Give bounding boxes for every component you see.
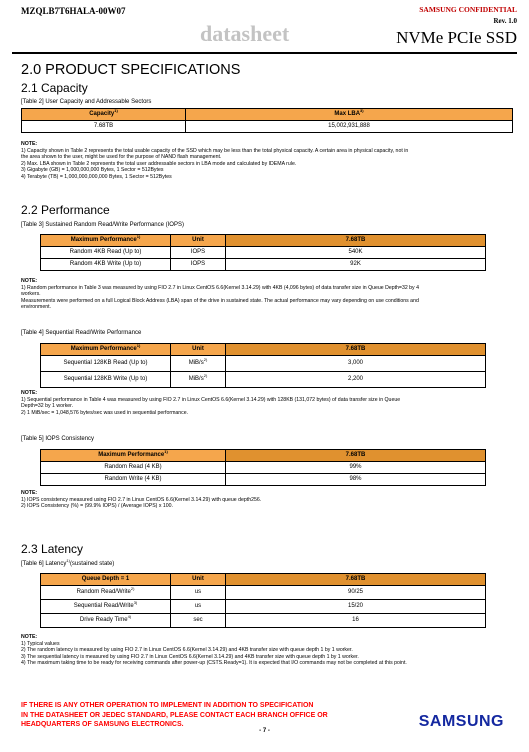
table-row [41,372,486,388]
latency-heading: 2.3 Latency [21,542,84,556]
capacity-heading: 2.1 Capacity [21,81,88,95]
table2-caption: [Table 2] User Capacity and Addressable Sectors [21,99,152,105]
column-header: 7.68TB [226,450,486,462]
table-row [41,356,486,372]
column-header: Unit [171,235,226,247]
consistency-notes [21,490,511,510]
table-header-row [22,109,513,121]
table-cell: 99% [226,462,486,474]
warning-line: IF THERE IS ANY OTHER OPERATION TO IMPLEMENT IN ADDITION TO SPECIFICATION [21,702,314,709]
table6-caption: [Table 6] Latency$^{1)}$(sustained state) [21,558,115,567]
part-number: MZQLB7T6HALA-00W07 [21,6,126,16]
column-header: Maximum Performance$^{1)}$ [41,450,226,462]
performance-heading: 2.2 Performance [21,203,110,217]
table-cell: 15,002,931,888 [186,121,513,133]
table4-caption: [Table 4] Sequential Read/Write Performance [21,330,142,336]
table-cell: Random Read (4 KB) [41,462,226,474]
notes-title: NOTE: [21,490,38,496]
note-line: 1) Capacity shown in Table 2 represents the total usable capacity of the SSD which may be less than the total physical capacity. A certain area in physical capacity, not in [21,147,409,154]
consistency-table [40,449,486,486]
note-line: 2) 1 MiB/sec = 1,048,576 bytes/sec was used in sequential performance. [21,409,189,416]
latency-notes [21,634,511,667]
revision-label: Rev. 1.0 [493,17,517,25]
note-line: 3) Gigabyte (GB) = 1,000,000,000 Bytes, 1 Sector = 512Bytes [21,167,164,173]
product-title: NVMe PCIe SSD [396,28,517,47]
column-header: 7.68TB [226,574,486,586]
column-header: 7.68TB [226,344,486,356]
notes-title: NOTE: [21,634,38,640]
table-cell: Sequential 128KB Read (Up to) [41,356,171,372]
latency-table [40,573,486,628]
column-header: Maximum Performance$^{1)}$ [41,235,171,247]
table-cell: 92K [226,259,486,271]
watermark: datasheet [200,21,290,46]
warning-line: IN THE DATASHEET OR JEDEC STANDARD, PLEASE CONTACT EACH BRANCH OFFICE OR [21,711,328,719]
table-cell: 16 [226,614,486,628]
confidential-label: SAMSUNG CONFIDENTIAL [419,5,517,14]
table-cell: Random Read/Write$^{2)}$ [41,586,171,600]
table3-caption: [Table 3] Sustained Random Read/Write Performance (IOPS) [21,222,184,228]
note-line: 4) The maximum taking time to be ready for receiving commands after power-up (CSTS.Ready=1). It is expected that I/O commands may not be completed at this point. [21,660,407,666]
samsung-logo: SAMSUNG [418,713,504,730]
column-header: Unit [171,344,226,356]
note-line: 3) The sequential latency is measured by using FIO 2.7 in Linux CentOS 6.6(Kernel 3.14.29) and 4KB transfer size with queue depth 1 by 1 worker. [21,653,359,660]
capacity-notes [21,141,511,180]
table-header-row [41,344,486,356]
note-line: 1) IOPS consistency measured using FIO 2.7 in Linux CentOS 6.6(Kernel 3.14.29) with queue depth256. [21,496,262,503]
column-header: Max LBA$^{3)}$ [186,109,513,121]
table-header-row [41,235,486,247]
table-cell: 3,000 [226,356,486,372]
table-cell: 7.68TB [22,121,186,133]
table-row [41,259,486,271]
table-cell: Drive Ready Time$^{4)}$ [41,614,171,628]
sequential-notes [21,390,511,416]
table5-caption: [Table 5] IOPS Consistency [21,436,95,442]
table-cell: MiB/$s^{2)}$ [171,372,226,388]
note-line: 1) Sequential performance in Table 4 was measured by using FIO 2.7 in Linux CentOS 6.6(Kernel 3.14.29) with 128KB (131,072 bytes) of data transfer size in Queue [21,396,401,403]
table-cell: IOPS [171,247,226,259]
capacity-table [21,108,513,133]
table-cell: 98% [226,474,486,486]
table-row [41,462,486,474]
table-header-row [41,450,486,462]
table-cell: MiB/$s^{2)}$ [171,356,226,372]
notes-title: NOTE: [21,141,38,147]
table-cell: 540K [226,247,486,259]
table-cell: IOPS [171,259,226,271]
column-header: 7.68TB [226,235,486,247]
notes-title: NOTE: [21,278,38,284]
table-cell: Random 4KB Write (Up to) [41,259,171,271]
table-cell: sec [171,614,226,628]
table-row [41,474,486,486]
note-line: 4) Terabyte (TB) = 1,000,000,000,000 Bytes, 1 Sector = 512Bytes [21,173,172,180]
note-line: Depth=32 by 1 worker. [21,403,74,409]
table-row [41,600,486,614]
notes-title: NOTE: [21,390,38,396]
table-row [22,121,513,133]
table-row [41,586,486,600]
table-header-row [41,574,486,586]
section-title: 2.0 PRODUCT SPECIFICATIONS [21,62,241,78]
note-line: the area shown to the user, might be used for the purpose of NAND flash management. [21,154,222,160]
sequential-table [40,343,486,388]
column-header: Unit [171,574,226,586]
table-cell: us [171,586,226,600]
page-number: - 7 - [259,728,270,734]
note-line: 1) Random performance in Table 3 was measured by using FIO 2.7 in Linux CentOS 6.6(Kernel 3.14.29) with 4KB (4,096 bytes) of data transfer size in Queue Depth=32 by 4 [21,284,419,291]
table-row [41,247,486,259]
header-rule [12,52,517,54]
table-row [41,614,486,628]
table-cell: us [171,600,226,614]
note-line: 2) IOPS Consistency (%) = (99.9% IOPS) / (Average IOPS) x 100. [21,503,173,509]
contact-warning [21,701,401,730]
column-header: Maximum Performance$^{1)}$ [41,344,171,356]
iops-table [40,234,486,271]
iops-notes [21,278,511,311]
column-header: Capacity$^{1)}$ [22,109,186,121]
table-cell: Sequential Read/Write$^{3)}$ [41,600,171,614]
table-cell: 2,200 [226,372,486,388]
note-line: workers. [21,291,41,297]
table-cell: Random 4KB Read (Up to) [41,247,171,259]
table-cell: 90/25 [226,586,486,600]
note-line: 2) The random latency is measured by using FIO 2.7 in Linux CentOS 6.6(Kernel 3.14.29) and 4KB transfer size with queue depth 1 by 1 worker. [21,647,353,653]
note-line: 1) Typical values [21,640,60,647]
table-cell: Random Write (4 KB) [41,474,226,486]
note-line: Measurements were performed on a full Logical Block Address (LBA) span of the drive in sustained state. The actual performance may vary depending on use conditions and [21,297,419,304]
column-header: Queue Depth = 1 [41,574,171,586]
warning-line: HEADQUARTERS OF SAMSUNG ELECTRONICS. [21,721,184,729]
note-line: environment. [21,304,51,310]
note-line: 2) Max. LBA shown in Table 2 represents the total user addressable sectors in LBA mode and calculated by IDEMA rule. [21,160,297,167]
table-cell: Sequential 128KB Write (Up to) [41,372,171,388]
table-cell: 15/20 [226,600,486,614]
